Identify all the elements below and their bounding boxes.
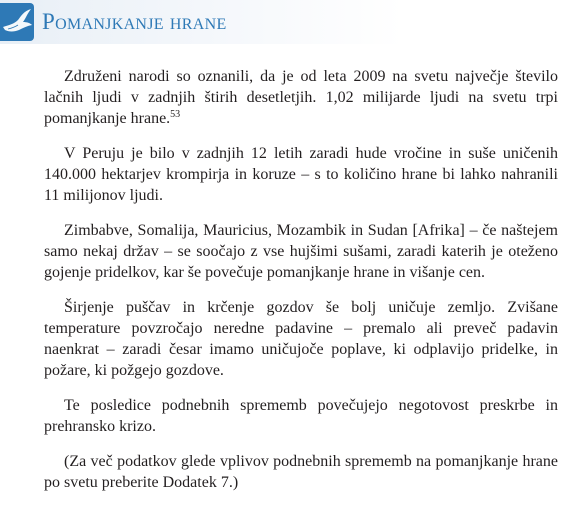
paragraph-appendix-note: (Za več podatkov glede vplivov podnebnih sprememb na pomanjkanje hrane po svetu preberite Dodatek 7.) <box>44 453 558 491</box>
paragraph-desertification: Širjenje puščav in krčenje gozdov še bolj uničuje zemljo. Zvišane temperature povzročajo neredne padavine – premalo ali preveč padavin naenkrat – zaradi česar imamo uničujoče poplave, ki odplavijo pridelke, in požare, ki požgejo gozdove. <box>44 299 558 379</box>
dove-icon <box>0 3 34 41</box>
article-body <box>44 66 558 507</box>
footnote-reference[interactable]: 53 <box>170 109 181 120</box>
section-header <box>0 0 576 44</box>
paragraph-peru: V Peruju je bilo v zadnjih 12 letih zaradi hude vročine in suše uničenih 140.000 hektarjev krompirja in koruze – s to količino hrane bi lahko nahranili 11 milijonov ljudi. <box>44 145 558 204</box>
paragraph-hunger-statistics <box>44 66 558 129</box>
paragraph-consequences: Te posledice podnebnih sprememb povečujejo negotovost preskrbe in prehransko krizo. <box>44 397 558 435</box>
paragraph-text: Združeni narodi so oznanili, da je od leta 2009 na svetu največje število lačnih ljudi v zadnjih štirih desetletjih. 1,02 milijarde ljudi na svetu trpi pomanjkanje hrane. <box>44 68 558 127</box>
page-title: Pomanjkanje hrane <box>42 9 227 34</box>
paragraph-africa-droughts: Zimbabve, Somalija, Mauricius, Mozambik in Sudan [Afrika] – če naštejem samo nekaj držav – se soočajo z vse hujšimi sušami, zaradi katerih je oteženo gojenje pridelkov, kar še povečuje pomanjkanje hrane in višanje cen. <box>44 222 558 281</box>
